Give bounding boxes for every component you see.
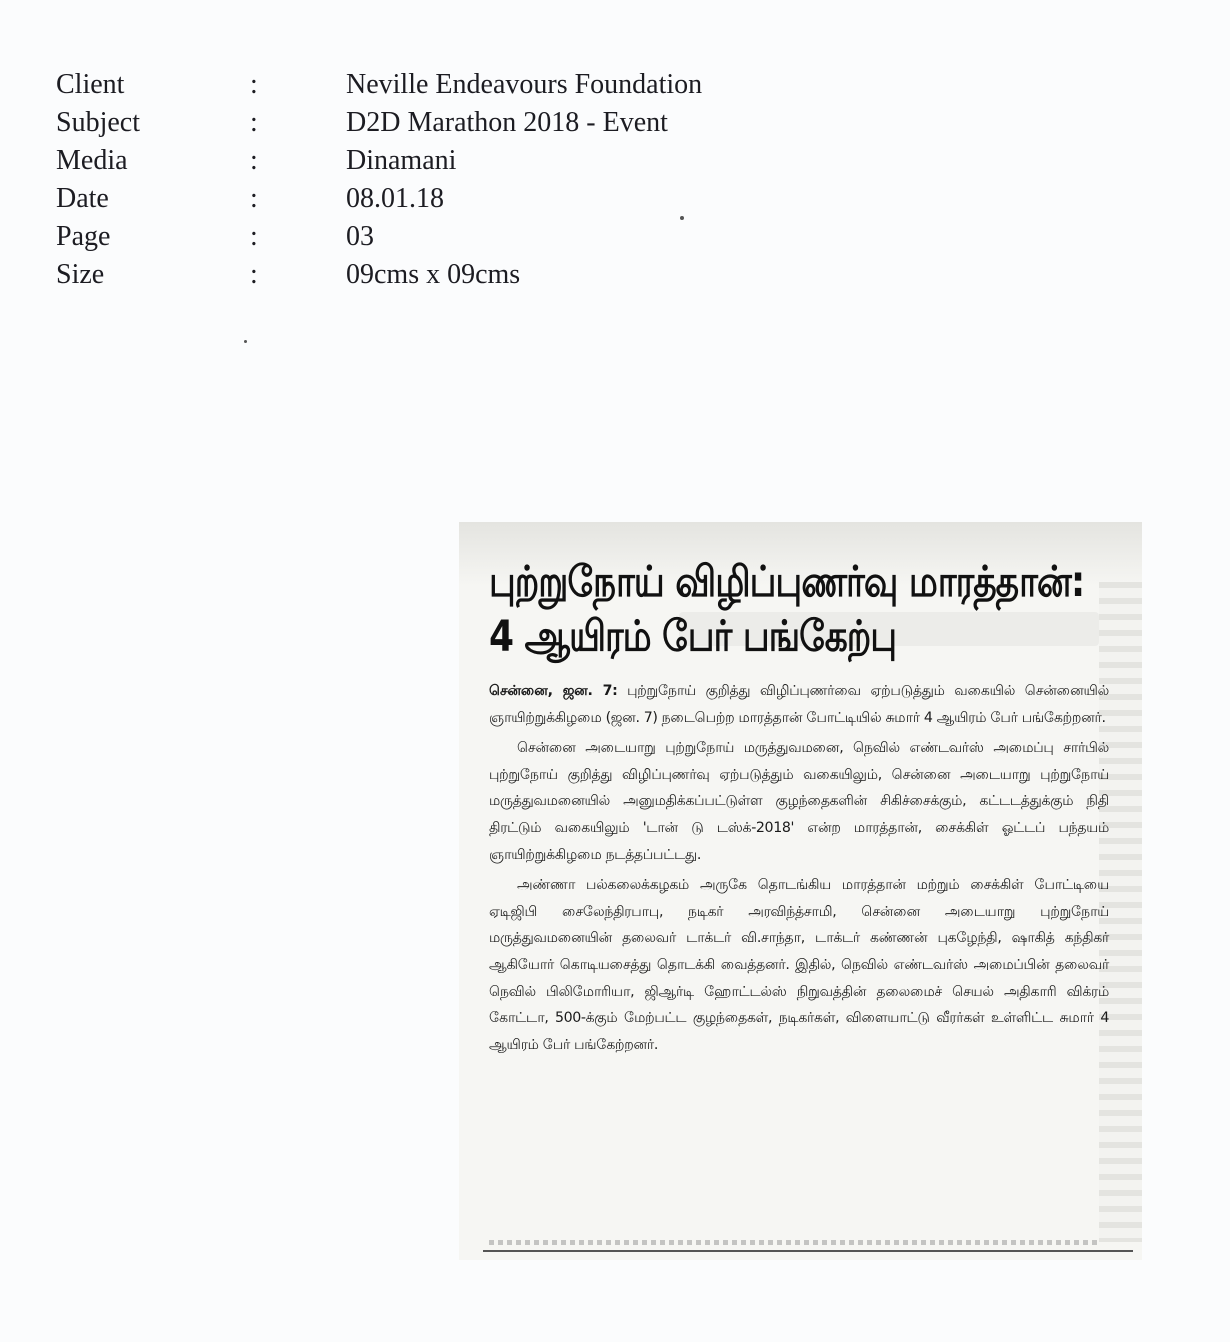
- meta-label: Subject: [56, 107, 140, 138]
- meta-value-date: 08.01.18: [346, 183, 444, 214]
- meta-colon: :: [250, 221, 258, 252]
- meta-colon: :: [250, 107, 258, 138]
- headline-line-2: 4 ஆயிரம் பேர் பங்கேற்பு: [489, 612, 897, 662]
- article-paragraph-3: அண்ணா பல்கலைக்கழகம் அருகே தொடங்கிய மாரத்தான் மற்றும் சைக்கிள் போட்டியை ஏடிஜிபி சைலேந்திரபாபு, நடிகர் அரவிந்த்சாமி, சென்னை அடையாறு புற்றுநோய் மருத்துவமனையின் தலைவர் டாக்டர் வி.சாந்தா, டாக்டர் கண்ணன் புகழேந்தி, ஷாகித் கந்திகர் ஆகியோர் கொடியசைத்து தொடக்கி வைத்தனர். இதில், நெவில் எண்டவர்ஸ் அமைப்பின் தலைவர் நெவில் பிலிமோரியா, ஜிஆர்டி ஹோட்டல்ஸ் நிறுவத்தின் தலைமைச் செயல் அதிகாரி விக்ரம் கோட்டா, 500-க்கும் மேற்பட்ட குழந்தைகள், நடிகர்கள், விளையாட்டு வீரர்கள் உள்ளிட்ட சுமார் 4 ஆயிரம் பேர் பங்கேற்றனர்.: [489, 877, 1109, 1053]
- meta-label: Size: [56, 259, 105, 290]
- meta-colon: :: [250, 145, 258, 176]
- meta-value-subject: D2D Marathon 2018 - Event: [346, 107, 668, 138]
- paragraph-text: புற்றுநோய் குறித்து விழிப்புணர்வை ஏற்படுத்தும் வகையில் சென்னையில் ஞாயிற்றுக்கிழமை (ஜன. 7) நடைபெற்ற மாரத்தான் போட்டியில் சுமார் 4 ஆயிரம் பேர் பங்கேற்றனர்.: [489, 683, 1109, 726]
- headline-line-1: புற்றுநோய் விழிப்புணர்வு மாரத்தான்:: [489, 558, 1085, 607]
- meta-value-page: 03: [346, 221, 374, 252]
- paper-speck: [680, 216, 684, 220]
- meta-label: Client: [56, 69, 125, 100]
- meta-label: Media: [56, 145, 128, 176]
- meta-value-client: Neville Endeavours Foundation: [346, 69, 703, 100]
- article-dateline: சென்னை, ஜன. 7:: [489, 683, 618, 699]
- meta-colon: :: [250, 69, 258, 100]
- meta-colon: :: [250, 183, 258, 214]
- newspaper-clipping: [459, 522, 1142, 1260]
- article-body: [489, 678, 1109, 1062]
- meta-label: Page: [56, 221, 111, 252]
- next-article-bleed: [489, 1240, 1099, 1245]
- meta-value-size: 09cms x 09cms: [346, 259, 521, 290]
- article-headline: [489, 556, 1109, 665]
- article-paragraph-1: [489, 678, 1109, 731]
- meta-colon: :: [250, 259, 258, 290]
- paper-speck: [244, 340, 247, 343]
- meta-value-media: Dinamani: [346, 145, 457, 176]
- clipping-bottom-rule: [483, 1250, 1133, 1252]
- article-paragraph-2: சென்னை அடையாறு புற்றுநோய் மருத்துவமனை, நெவில் எண்டவர்ஸ் அமைப்பு சார்பில் புற்றுநோய் குறித்து விழிப்புணர்வு ஏற்படுத்தும் வகையிலும், சென்னை அடையாறு புற்றுநோய் மருத்துவமனையில் அனுமதிக்கப்பட்டுள்ள குழந்தைகளின் சிகிச்சைக்கும், கட்டடத்துக்கும் நிதி திரட்டும் வகையிலும் 'டான் டு டஸ்க்-2018' என்ற மாரத்தான், சைக்கிள் ஓட்டப் பந்தயம் ஞாயிற்றுக்கிழமை நடத்தப்பட்டது.: [489, 740, 1109, 863]
- meta-label: Date: [56, 183, 109, 214]
